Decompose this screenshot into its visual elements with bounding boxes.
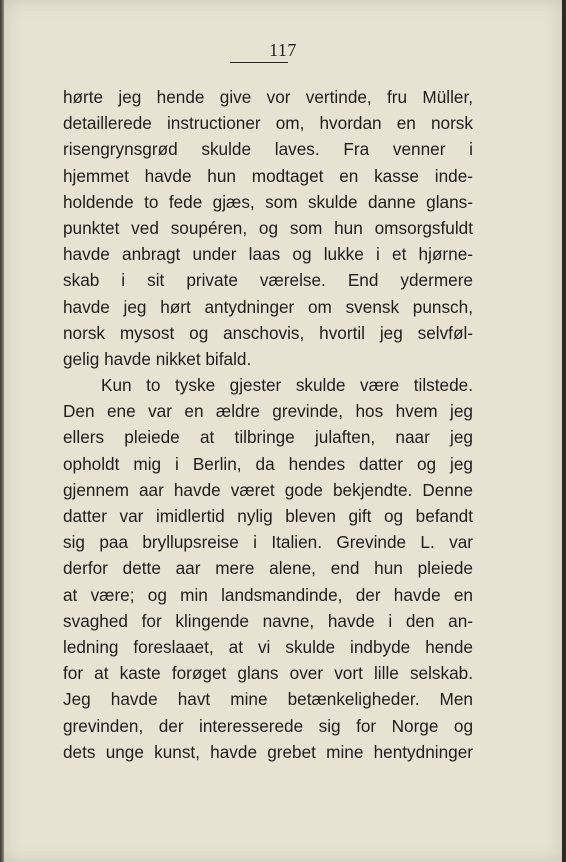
- text-line: havde jeg hørt antydninger om svensk punsch,: [63, 296, 473, 317]
- text-line-paragraph-end: gelig havde nikket bifald.: [63, 348, 252, 369]
- text-line: grevinden, der interesserede sig for Norge og: [63, 715, 473, 736]
- text-line: punktet ved soupéren, og som hun omsorgsfuldt: [63, 217, 473, 238]
- text-line: svaghed for klingende navne, havde i den an-: [63, 610, 473, 631]
- text-line: detaillerede instructioner om, hvordan en norsk: [63, 113, 473, 134]
- text-line: norsk mysost og anschovis, hvortil jeg selvføl-: [63, 322, 473, 343]
- text-line: dets unge kunst, havde grebet mine hentydninger: [63, 741, 473, 762]
- text-line: opholdt mig i Berlin, da hendes datter og jeg: [63, 453, 473, 474]
- text-line: ellers pleiede at tilbringe julaften, naar jeg: [63, 427, 473, 448]
- text-line: hørte jeg hende give vor vertinde, fru Müller,: [63, 87, 473, 107]
- body-text: [63, 84, 473, 765]
- page-number-underline: [230, 62, 288, 63]
- text-line: for at kaste forøget glans over vort lille selskab.: [63, 663, 473, 684]
- text-line: derfor dette aar mere alene, end hun pleiede: [63, 558, 473, 579]
- text-line: holdende to fede gjæs, som skulde danne glans-: [63, 191, 473, 212]
- text-line: Den ene var en ældre grevinde, hos hvem jeg: [63, 401, 473, 422]
- text-line-paragraph-start: Kun to tyske gjester skulde være tilstede.: [101, 375, 473, 396]
- page-number: 117: [269, 40, 297, 60]
- text-line: risengrynsgrød skulde laves. Fra venner i: [63, 139, 473, 160]
- text-line: datter var imidlertid nylig bleven gift og befandt: [63, 506, 473, 526]
- text-line: havde anbragt under laas og lukke i et hjørne-: [63, 244, 473, 265]
- text-line: Jeg havde havt mine betænkeligheder. Men: [63, 689, 473, 710]
- book-page: [4, 0, 562, 862]
- text-line: ledning foreslaaet, at vi skulde indbyde hende: [63, 636, 473, 657]
- text-line: gjennem aar havde været gode bekjendte. Denne: [63, 479, 473, 500]
- text-line: sig paa bryllupsreise i Italien. Grevinde L. var: [63, 532, 473, 553]
- text-line: skab i sit private værelse. End ydermere: [63, 270, 473, 291]
- text-line: at være; og min landsmandinde, der havde en: [63, 584, 473, 605]
- text-line: hjemmet havde hun modtaget en kasse inde-: [63, 165, 473, 186]
